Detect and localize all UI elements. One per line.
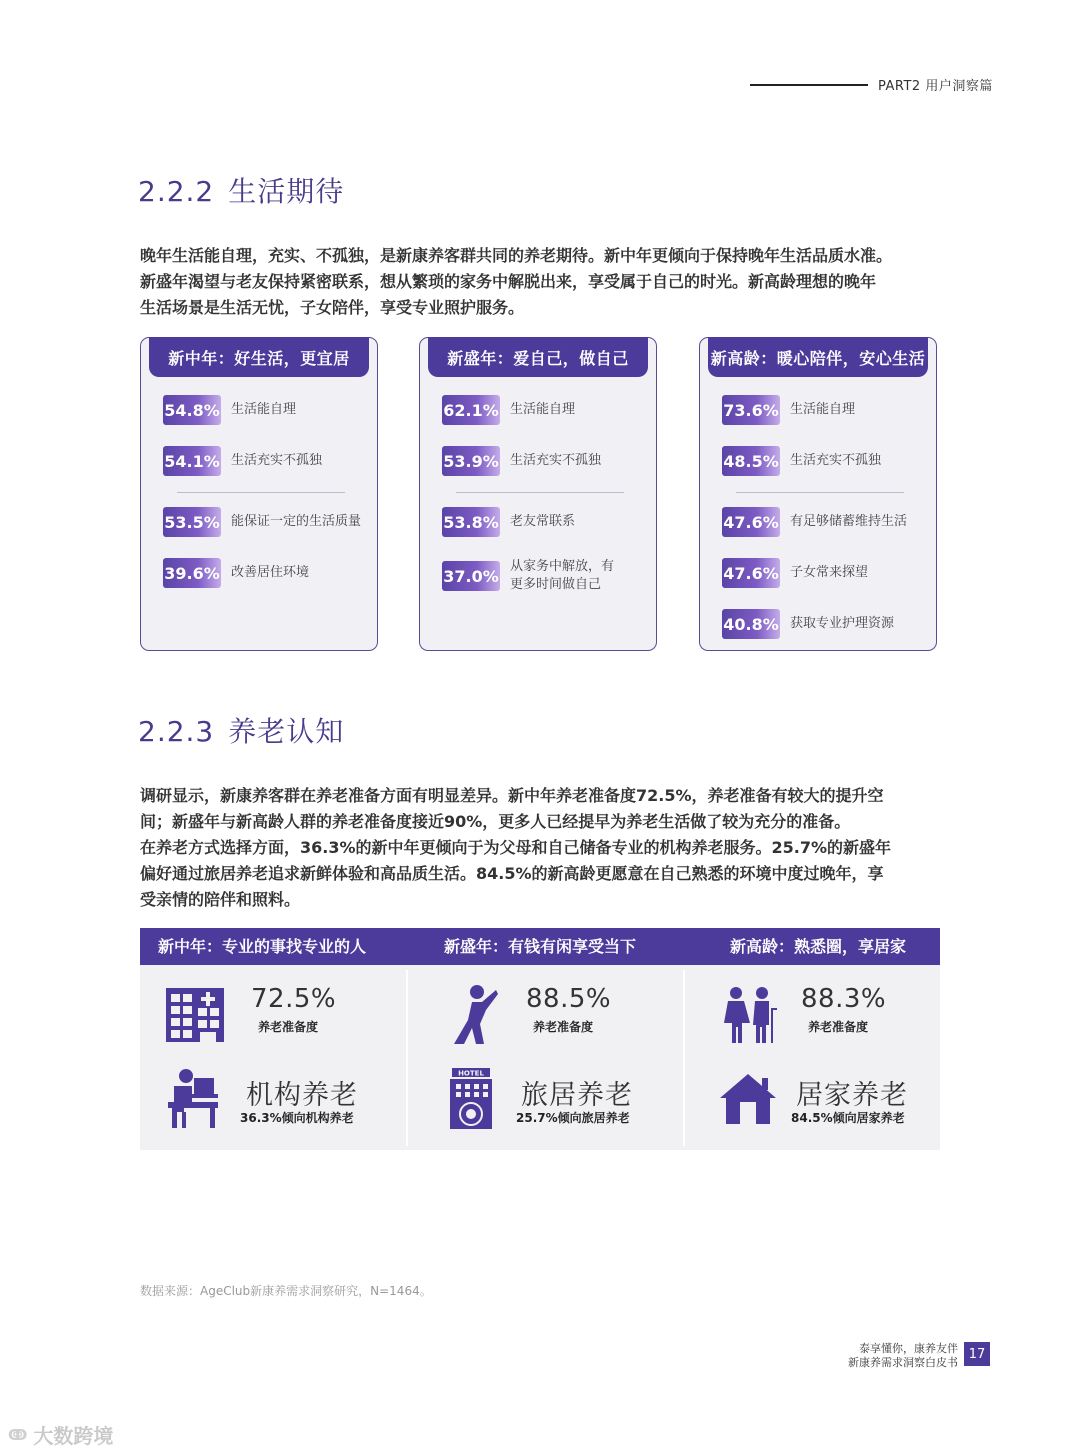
column-heading: 新高龄：熟悉圈，享居家 [730, 937, 907, 956]
retirement-mode: 旅居养老 [521, 1080, 633, 1111]
item-label: 有足够储蓄维持生活 [790, 514, 908, 529]
mode-note: 84.5%倾向居家养老 [791, 1111, 905, 1125]
item-label: 能保证一定的生活质量 [231, 514, 362, 529]
section-223-paragraph [140, 783, 942, 913]
card-item [442, 507, 575, 537]
pct-badge: 37.0% [442, 561, 500, 591]
card-divider [456, 492, 624, 493]
pct-badge: 62.1% [442, 395, 500, 425]
paragraph-line: 晚年生活能自理，充实、不孤独，是新康养客群共同的养老期待。新中年更倾向于保持晚年生活品质水准。 [140, 246, 893, 265]
paragraph-line: 受亲情的陪伴和照料。 [140, 890, 301, 909]
item-label: 改善居住环境 [231, 565, 310, 580]
item-label: 生活充实不孤独 [231, 453, 323, 468]
paragraph-line: 在养老方式选择方面，36.3%的新中年更倾向于为父母和自己储备专业的机构养老服务。25.7%的新盛年 [140, 838, 892, 857]
column-separator [406, 970, 408, 1146]
hotel-icon [448, 1068, 494, 1130]
card-item [722, 507, 907, 537]
page-number: 17 [964, 1342, 990, 1366]
card-item [442, 395, 575, 425]
item-label-line: 更多时间做自己 [510, 577, 602, 592]
watermark-text: 大数跨境 [33, 1424, 114, 1448]
stretching-person-icon [446, 984, 498, 1046]
readiness-label: 养老准备度 [808, 1020, 869, 1034]
item-label: 生活能自理 [510, 402, 576, 417]
readiness-label: 养老准备度 [258, 1020, 319, 1034]
section-number: 2.2.3 [138, 715, 215, 748]
footer-slogan: 泰享懂你，康养友伴 [859, 1342, 958, 1355]
item-label: 子女常来探望 [790, 565, 869, 580]
expectation-card-senior [699, 337, 937, 651]
building-icon [164, 986, 226, 1044]
section-title-223 [138, 710, 344, 750]
card-item [722, 446, 881, 476]
item-label [510, 558, 614, 594]
column-heading: 新中年：专业的事找专业的人 [158, 937, 367, 956]
retirement-mode: 居家养老 [796, 1080, 908, 1111]
pct-badge: 54.1% [163, 446, 221, 476]
card-title: 新盛年：爱自己，做自己 [428, 337, 648, 377]
section-number: 2.2.2 [138, 175, 215, 208]
card-item [163, 507, 361, 537]
pct-badge: 54.8% [163, 395, 221, 425]
item-label: 生活能自理 [790, 402, 856, 417]
panel-header [140, 928, 940, 965]
hotel-sign: HOTEL [458, 1069, 484, 1078]
paragraph-line: 调研显示，新康养客群在养老准备方面有明显差异。新中年养老准备度72.5%，养老准备有较大的提升空 [140, 786, 884, 805]
item-label: 老友常联系 [510, 514, 576, 529]
footer-report-title: 新康养需求洞察白皮书 [848, 1356, 958, 1369]
pct-badge: 53.8% [442, 507, 500, 537]
pct-badge: 53.5% [163, 507, 221, 537]
retirement-mode: 机构养老 [246, 1080, 358, 1111]
card-item [442, 558, 614, 594]
card-item [163, 395, 296, 425]
pct-badge: 48.5% [722, 446, 780, 476]
readiness-label: 养老准备度 [533, 1020, 594, 1034]
pct-badge: 40.8% [722, 609, 780, 639]
readiness-percentage: 88.3% [801, 984, 887, 1014]
item-label: 生活能自理 [231, 402, 297, 417]
section-title-222 [138, 170, 344, 210]
card-divider [177, 492, 345, 493]
card-item [722, 395, 855, 425]
section-heading: 生活期待 [228, 175, 345, 208]
card-title: 新中年：好生活，更宜居 [149, 337, 369, 377]
house-icon [718, 1072, 778, 1126]
card-item [722, 558, 868, 588]
paragraph-line: 新盛年渴望与老友保持紧密联系，想从繁琐的家务中解脱出来，享受属于自己的时光。新高龄理想的晚年 [140, 272, 877, 291]
expectation-card-middle-age [140, 337, 378, 651]
watermark-logo-icon: ↂ [8, 1425, 28, 1444]
readiness-percentage: 88.5% [526, 984, 612, 1014]
section-heading: 养老认知 [228, 715, 345, 748]
watermark [8, 1420, 113, 1449]
section-222-paragraph [140, 243, 942, 321]
header-rule [750, 84, 868, 86]
readiness-percentage: 72.5% [251, 984, 337, 1014]
item-label: 获取专业护理资源 [790, 616, 895, 631]
pct-badge: 53.9% [442, 446, 500, 476]
card-item [163, 558, 309, 588]
pct-badge: 39.6% [163, 558, 221, 588]
item-label: 生活充实不孤独 [510, 453, 602, 468]
part-label: PART2 用户洞察篇 [878, 79, 993, 94]
pct-badge: 47.6% [722, 558, 780, 588]
retirement-cognition-panel [140, 928, 940, 1150]
pct-badge: 73.6% [722, 395, 780, 425]
expectation-card-prime-age [419, 337, 657, 651]
mode-note: 25.7%倾向旅居养老 [516, 1111, 630, 1125]
paragraph-line: 生活场景是生活无忧，子女陪伴，享受专业照护服务。 [140, 298, 525, 317]
card-title: 新高龄：暖心陪伴，安心生活 [708, 337, 928, 377]
data-source-note: 数据来源：AgeClub新康养需求洞察研究，N=1464。 [140, 1284, 432, 1298]
card-item [163, 446, 322, 476]
card-divider [736, 492, 904, 493]
pct-badge: 47.6% [722, 507, 780, 537]
card-item [442, 446, 601, 476]
column-separator [683, 970, 685, 1146]
paragraph-line: 间；新盛年与新高龄人群的养老准备度接近90%，更多人已经提早为养老生活做了较为充分的准备。 [140, 812, 851, 831]
column-heading: 新盛年：有钱有闲享受当下 [444, 937, 637, 956]
mode-note: 36.3%倾向机构养老 [240, 1111, 354, 1125]
card-item [722, 609, 894, 639]
elderly-couple-icon [720, 986, 782, 1044]
office-worker-icon [166, 1068, 220, 1130]
item-label: 生活充实不孤独 [790, 453, 882, 468]
paragraph-line: 偏好通过旅居养老追求新鲜体验和高品质生活。84.5%的新高龄更愿意在自己熟悉的环境中度过晚年，享 [140, 864, 884, 883]
item-label-line: 从家务中解放，有 [510, 559, 615, 574]
